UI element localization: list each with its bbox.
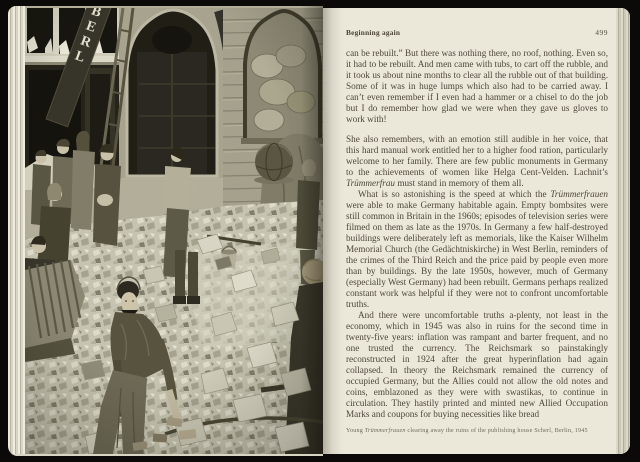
left-page — [8, 6, 323, 456]
body-text — [346, 48, 608, 420]
page-number: 499 — [595, 28, 608, 37]
right-page — [323, 8, 630, 454]
photo-illustration — [25, 8, 323, 454]
paragraph — [346, 189, 608, 310]
text-segment: She also remembers, with an emotion still audible in her voice, that this hard manual work entitled her to a higher food ration, particularly welcome to her family. There are few public monuments in Germany to the achievements of women like Helga Cent-Velden. Lachnit’s — [346, 134, 608, 177]
page-stack-edges-left — [8, 6, 25, 456]
text-segment: must stand in memory of them all. — [395, 178, 524, 188]
text-segment: clearing away the ruins of the publishing house Scherl, Berlin, 1945 — [405, 428, 588, 434]
text-segment: What is so astonishing is the speed at which the — [358, 189, 551, 199]
paragraph — [346, 134, 608, 189]
italic-term: Trümmerfrauen — [364, 428, 406, 434]
text-segment: Young — [346, 428, 365, 434]
text-segment: were able to make Germany habitable again. Empty bombsites were still common in Britain in the 1960s; episodes of television series were filmed on them as late as the 1970s. In Germany a few half-destroyed buildings were deliberately left as memorials, like the Kaiser Wilhelm Memorial Church (the Gedächtniskirche) in West Berlin, reminders of the crimes of the Third Reich and the price paid by people even more than by buildings. By the late 1950s, however, much of Germany (especially West Germany) had been rebuilt. Germans perhaps realized constant work was helpful if they were not to confront uncomfortable truths. — [346, 200, 608, 309]
page-stack-edges-right — [616, 8, 630, 454]
text-segment: can be rebuilt.” But there was nothing there, no roof, nothing. Even so, it had to be rebuilt. And men came with tubs, to cart off the rubble, and it took us about nine months to clear all the rubble out of that building. Some of it was in huge lumps which also had to be carried away. I can’t even remember if I even had a hammer or a chisel to do the job but I do remember how glad we were when they gave us gloves to work with! — [346, 48, 608, 124]
text-column — [346, 8, 608, 454]
photo-caption — [346, 428, 608, 434]
chapter-running-head: Beginning again — [346, 28, 401, 37]
running-head-row — [346, 8, 608, 37]
italic-term: Trümmerfrau — [346, 178, 396, 188]
italic-term: Trümmerfrauen — [550, 189, 608, 199]
open-book — [8, 6, 630, 456]
trummerfrauen-photograph — [25, 8, 323, 454]
text-segment: And there were uncomfortable truths a-plenty, not least in the economy, which in 1945 was also in ruins for the second time in twenty-five years: inflation was rampant and barter frequent, and no one trusted the currency. The Reichsmark so painstakingly reconstructed in 1924 after the great hyperinflation had again collapsed. In theory the Reichsmark remained the currency of occupied Germany, but the Allies could not allow the old notes and coins, emblazoned as they were with swastikas, to continue in circulation. They hastily printed and minted new Allied Occupation Marks and coupons for buying necessities like bread — [346, 310, 608, 419]
photo-vignette — [25, 8, 323, 454]
paragraph — [346, 310, 608, 420]
paragraph — [346, 48, 608, 125]
